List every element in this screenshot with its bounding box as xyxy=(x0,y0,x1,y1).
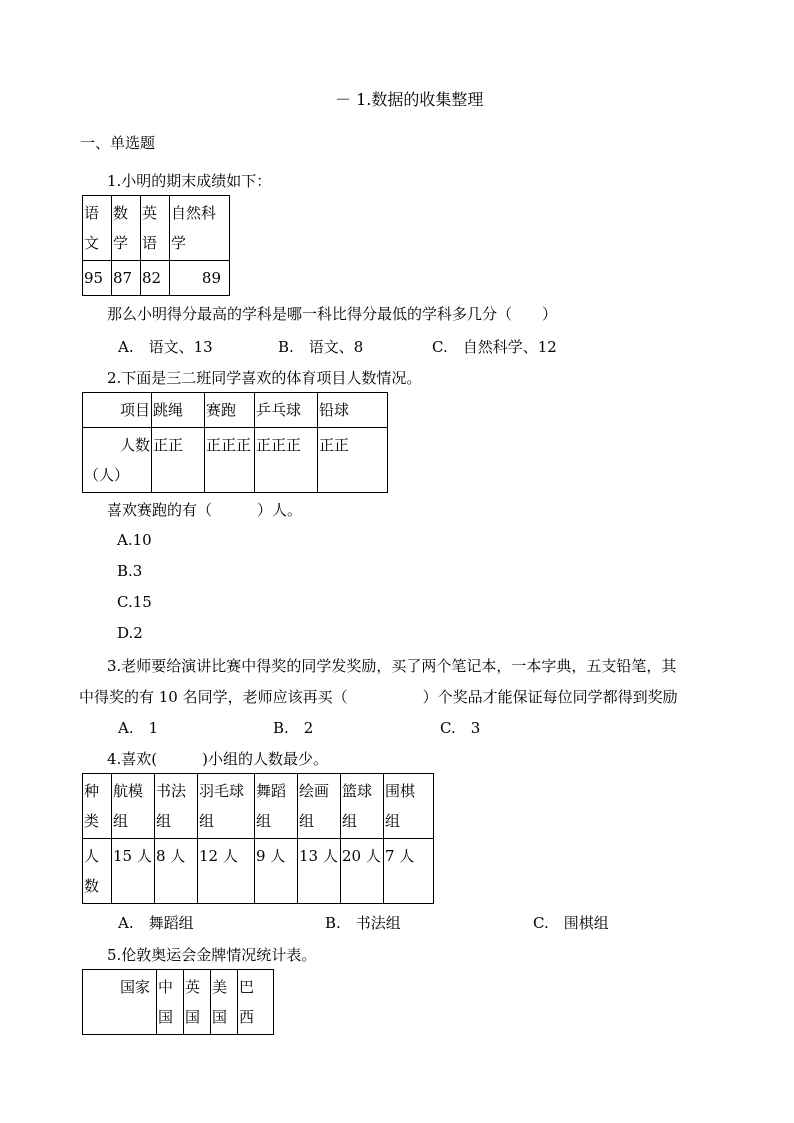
table-cell: 围棋 组 xyxy=(384,774,434,839)
table-cell: 人数 （人） xyxy=(83,428,152,493)
q4-option-a: A. 舞蹈组 xyxy=(118,914,194,932)
table-row xyxy=(83,970,274,1035)
table-cell: 国家 xyxy=(83,970,157,1035)
q4-option-b: B. 书法组 xyxy=(325,914,401,932)
table-cell: 82 xyxy=(141,261,170,296)
table-cell: 航模 组 xyxy=(112,774,155,839)
q5-medal-table xyxy=(82,969,274,1035)
table-cell: 正正正 xyxy=(255,428,318,493)
table-row xyxy=(83,393,388,428)
table-cell: 舞蹈 组 xyxy=(255,774,298,839)
q1-option-a: A. 语文、13 xyxy=(118,338,213,356)
q3-option-b: B. 2 xyxy=(273,719,314,737)
q1-stem: 1.小明的期末成绩如下： xyxy=(107,172,272,190)
table-cell: 8 人 xyxy=(155,839,198,904)
table-cell: 13 人 xyxy=(298,839,341,904)
q4-groups-table xyxy=(82,773,434,904)
table-row xyxy=(83,839,434,904)
table-cell: 正正 xyxy=(152,428,205,493)
q2-sports-table xyxy=(82,392,388,493)
page-title: － 1.数据的收集整理 xyxy=(335,90,484,109)
table-cell: 自然科 学 xyxy=(170,196,230,261)
table-cell: 羽毛球 组 xyxy=(198,774,255,839)
table-cell: 铅球 xyxy=(318,393,388,428)
q4-stem: 4.喜欢( )小组的人数最少。 xyxy=(107,750,329,768)
table-row xyxy=(83,428,388,493)
table-cell: 赛跑 xyxy=(205,393,255,428)
table-cell: 书法 组 xyxy=(155,774,198,839)
table-cell: 正正正 xyxy=(205,428,255,493)
table-cell: 美 国 xyxy=(211,970,238,1035)
table-cell: 巴 西 xyxy=(238,970,274,1035)
table-cell: 7 人 xyxy=(384,839,434,904)
table-cell: 篮球 组 xyxy=(341,774,384,839)
table-cell: 89 xyxy=(170,261,230,296)
q3-option-a: A. 1 xyxy=(118,719,159,737)
table-cell: 正正 xyxy=(318,428,388,493)
table-cell: 语 文 xyxy=(83,196,112,261)
table-cell: 95 xyxy=(83,261,112,296)
table-cell: 9 人 xyxy=(255,839,298,904)
table-cell: 种 类 xyxy=(83,774,112,839)
table-cell: 数 学 xyxy=(112,196,141,261)
q2-option-c: C.15 xyxy=(117,593,152,611)
table-cell: 15 人 xyxy=(112,839,155,904)
table-row xyxy=(83,261,230,296)
q2-option-a: A.10 xyxy=(117,531,152,549)
q1-option-c: C. 自然科学、12 xyxy=(432,338,557,356)
q2-option-b: B.3 xyxy=(117,562,143,580)
table-cell: 87 xyxy=(112,261,141,296)
q3-line2: 中得奖的有 10 名同学，老师应该再买（ ）个奖品才能保证每位同学都得到奖励 xyxy=(79,688,678,706)
q2-stem: 2.下面是三二班同学喜欢的体育项目人数情况。 xyxy=(107,369,422,387)
q4-option-c: C. 围棋组 xyxy=(533,914,609,932)
table-cell: 跳绳 xyxy=(152,393,205,428)
table-cell: 中 国 xyxy=(157,970,184,1035)
q3-line1: 3.老师要给演讲比赛中得奖的同学发奖励，买了两个笔记本，一本字典，五支铅笔，其 xyxy=(107,657,677,675)
table-cell: 人 数 xyxy=(83,839,112,904)
section-heading: 一、单选题 xyxy=(80,134,156,152)
table-cell: 英 语 xyxy=(141,196,170,261)
q2-option-d: D.2 xyxy=(117,624,143,642)
table-cell: 12 人 xyxy=(198,839,255,904)
q1-score-table xyxy=(82,195,230,296)
q5-stem: 5.伦敦奥运会金牌情况统计表。 xyxy=(107,946,317,964)
q2-question: 喜欢赛跑的有（ ）人。 xyxy=(107,501,303,519)
q1-question: 那么小明得分最高的学科是哪一科比得分最低的学科多几分（ ） xyxy=(107,305,558,323)
table-row xyxy=(83,774,434,839)
table-cell: 项目 xyxy=(83,393,152,428)
table-cell: 乒乓球 xyxy=(255,393,318,428)
table-cell: 英 国 xyxy=(184,970,211,1035)
q3-option-c: C. 3 xyxy=(440,719,481,737)
table-cell: 绘画 组 xyxy=(298,774,341,839)
table-cell: 20 人 xyxy=(341,839,384,904)
q1-option-b: B. 语文、8 xyxy=(278,338,364,356)
table-row xyxy=(83,196,230,261)
